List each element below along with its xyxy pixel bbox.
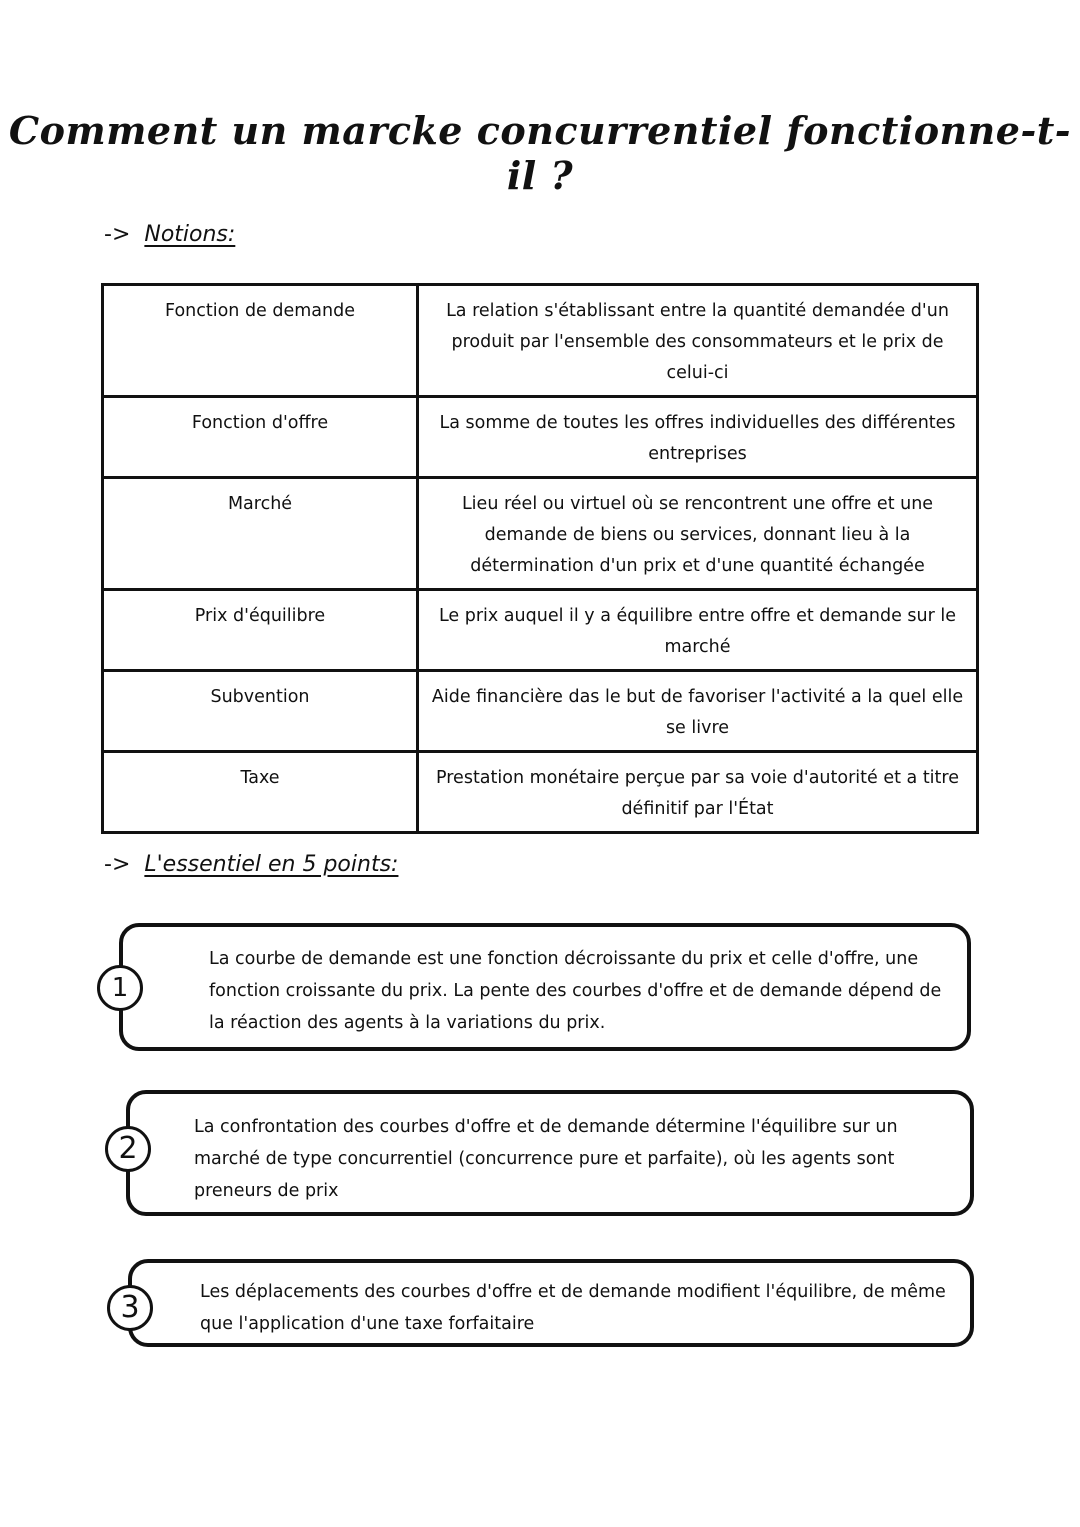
term-cell: Fonction de demande xyxy=(103,285,418,397)
definition-cell: La somme de toutes les offres individuelles des différentes entreprises xyxy=(418,397,978,478)
table-row xyxy=(103,478,978,590)
point-text: La courbe de demande est une fonction décroissante du prix et celle d'offre, une fonction croissante du prix. La pente des courbes d'offre et de demande dépend de la réaction des agents à la variations du prix. xyxy=(209,949,942,1033)
table-row xyxy=(103,397,978,478)
notions-table xyxy=(101,283,979,834)
definition-cell: Prestation monétaire perçue par sa voie d'autorité et a titre définitif par l'État xyxy=(418,752,978,833)
point-text: Les déplacements des courbes d'offre et de demande modifient l'équilibre, de même que l'application d'une taxe forfaitaire xyxy=(200,1282,946,1334)
table-row xyxy=(103,590,978,671)
definition-cell: Aide financière das le but de favoriser l'activité a la quel elle se livre xyxy=(418,671,978,752)
arrow-icon: -> xyxy=(104,222,131,247)
term-cell: Subvention xyxy=(103,671,418,752)
point-box xyxy=(119,923,971,1051)
point-number-badge: 1 xyxy=(97,965,143,1011)
term-cell: Marché xyxy=(103,478,418,590)
table-row xyxy=(103,285,978,397)
definition-cell: Lieu réel ou virtuel où se rencontrent une offre et une demande de biens ou services, donnant lieu à la détermination d'un prix et d'une quantité échangée xyxy=(418,478,978,590)
term-cell: Prix d'équilibre xyxy=(103,590,418,671)
table-row xyxy=(103,752,978,833)
section-heading-essentiel xyxy=(104,852,398,877)
page-title: Comment un marcke concurrentiel fonctionne-t-il ? xyxy=(8,108,1072,198)
term-cell: Fonction d'offre xyxy=(103,397,418,478)
point-number-badge: 2 xyxy=(105,1126,151,1172)
term-cell: Taxe xyxy=(103,752,418,833)
point-box xyxy=(128,1259,974,1347)
point-number-badge: 3 xyxy=(107,1285,153,1331)
point-text: La confrontation des courbes d'offre et de demande détermine l'équilibre sur un marché de type concurrentiel (concurrence pure et parfaite), où les agents sont preneurs de prix xyxy=(194,1117,898,1201)
definition-cell: La relation s'établissant entre la quantité demandée d'un produit par l'ensemble des consommateurs et le prix de celui-ci xyxy=(418,285,978,397)
definition-cell: Le prix auquel il y a équilibre entre offre et demande sur le marché xyxy=(418,590,978,671)
point-box xyxy=(126,1090,974,1216)
table-row xyxy=(103,671,978,752)
section-heading-notions xyxy=(104,222,235,247)
arrow-icon: -> xyxy=(104,852,131,877)
section-label: L'essentiel en 5 points: xyxy=(144,852,399,877)
section-label: Notions: xyxy=(144,222,236,247)
